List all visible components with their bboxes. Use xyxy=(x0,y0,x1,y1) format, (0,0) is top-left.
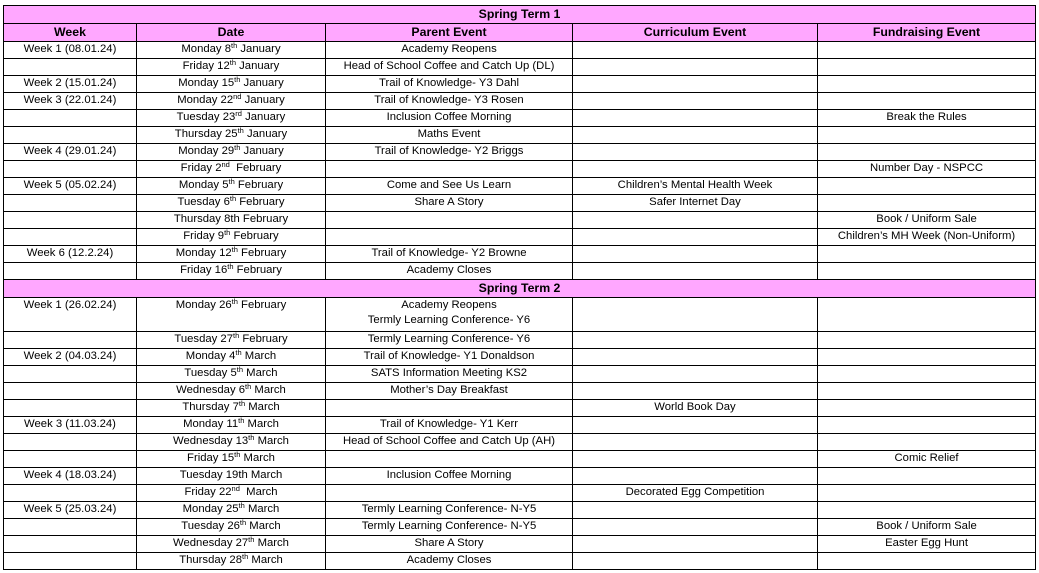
table-row xyxy=(4,246,1036,263)
date-text: Monday 8 xyxy=(181,43,231,55)
date-month: March xyxy=(240,452,275,464)
date-text: Wednesday 13 xyxy=(173,435,249,447)
date-cell xyxy=(137,212,326,229)
curriculum-event-cell xyxy=(573,76,818,93)
date-month: March xyxy=(241,350,277,362)
date-month: March xyxy=(251,384,286,396)
date-month: February xyxy=(233,264,282,276)
parent-event-cell xyxy=(326,161,573,178)
date-ordinal: th xyxy=(235,348,242,357)
date-ordinal: th xyxy=(234,450,241,459)
date-text: Tuesday 27 xyxy=(174,333,233,345)
week-cell xyxy=(4,553,137,570)
date-text: Wednesday 27 xyxy=(173,537,249,549)
date-cell xyxy=(137,195,326,212)
date-text: Friday 9 xyxy=(183,230,225,242)
curriculum-event-cell xyxy=(573,451,818,468)
week-cell: Week 4 (29.01.24) xyxy=(4,144,137,161)
date-cell xyxy=(137,485,326,502)
table-row xyxy=(4,383,1036,400)
date-cell xyxy=(137,93,326,110)
fundraising-event-cell xyxy=(818,349,1036,366)
week-cell xyxy=(4,536,137,553)
date-ordinal: th xyxy=(229,194,237,203)
table-row xyxy=(4,178,1036,195)
fundraising-event-cell: Book / Uniform Sale xyxy=(818,212,1036,229)
events-table xyxy=(3,5,1036,570)
date-ordinal: th xyxy=(242,552,249,561)
week-cell xyxy=(4,366,137,383)
date-month: March xyxy=(244,418,279,430)
date-cell xyxy=(137,349,326,366)
table-row xyxy=(4,332,1036,349)
table-row xyxy=(4,536,1036,553)
date-ordinal: th xyxy=(231,245,238,254)
date-ordinal: th xyxy=(228,177,235,186)
date-ordinal: nd xyxy=(233,92,242,101)
date-ordinal: nd xyxy=(231,484,240,493)
fundraising-event-cell xyxy=(818,485,1036,502)
curriculum-event-cell xyxy=(573,298,818,332)
date-text: Monday 15 xyxy=(178,77,235,89)
parent-event-text: Trail of Knowledge- Y3 Rosen xyxy=(374,94,524,106)
week-cell: Week 5 (05.02.24) xyxy=(4,178,137,195)
parent-event-cell xyxy=(326,519,573,536)
date-cell xyxy=(137,451,326,468)
curriculum-event-cell xyxy=(573,127,818,144)
events-table-body xyxy=(4,6,1036,570)
term-title-row xyxy=(4,280,1036,298)
date-month: January xyxy=(237,43,281,55)
table-row xyxy=(4,400,1036,417)
week-cell xyxy=(4,400,137,417)
date-cell xyxy=(137,383,326,400)
date-text: Wednesday 6 xyxy=(176,384,246,396)
date-month: January xyxy=(240,77,284,89)
parent-event-text: Mother’s Day Breakfast xyxy=(390,384,508,396)
date-month: January xyxy=(240,145,284,157)
curriculum-event-cell xyxy=(573,144,818,161)
fundraising-event-cell xyxy=(818,502,1036,519)
date-month: January xyxy=(241,111,286,123)
fundraising-event-cell xyxy=(818,195,1036,212)
fundraising-event-cell xyxy=(818,298,1036,332)
date-cell xyxy=(137,42,326,59)
date-ordinal: rd xyxy=(235,109,242,118)
date-ordinal: th xyxy=(238,416,245,425)
fundraising-event-cell xyxy=(818,93,1036,110)
fundraising-event-cell xyxy=(818,400,1036,417)
week-cell xyxy=(4,59,137,76)
parent-event-text: Academy Closes xyxy=(406,264,492,276)
parent-event-cell xyxy=(326,127,573,144)
parent-event-text: Come and See Us Learn xyxy=(386,179,512,191)
week-cell: Week 1 (08.01.24) xyxy=(4,42,137,59)
parent-event-text: Academy Closes xyxy=(406,554,492,566)
date-ordinal: th xyxy=(248,433,255,442)
week-cell xyxy=(4,451,137,468)
date-month: March xyxy=(243,367,278,379)
date-ordinal: th xyxy=(237,126,244,135)
curriculum-event-cell xyxy=(573,349,818,366)
column-header: Curriculum Event xyxy=(573,24,818,42)
week-cell: Week 3 (11.03.24) xyxy=(4,417,137,434)
parent-event-text: Inclusion Coffee Morning xyxy=(386,469,512,481)
date-cell xyxy=(137,366,326,383)
parent-event-cell xyxy=(326,553,573,570)
date-ordinal: th xyxy=(231,41,238,50)
date-cell xyxy=(137,536,326,553)
parent-event-cell xyxy=(326,110,573,127)
curriculum-event-cell xyxy=(573,502,818,519)
curriculum-event-cell xyxy=(573,366,818,383)
week-cell: Week 2 (15.01.24) xyxy=(4,76,137,93)
fundraising-event-cell xyxy=(818,417,1036,434)
curriculum-event-cell xyxy=(573,332,818,349)
date-ordinal: th xyxy=(234,75,241,84)
table-row xyxy=(4,127,1036,144)
date-text: Thursday 28 xyxy=(179,554,242,566)
date-month: January xyxy=(236,60,280,72)
date-cell xyxy=(137,110,326,127)
fundraising-event-cell xyxy=(818,127,1036,144)
date-month: January xyxy=(241,94,285,106)
curriculum-event-cell xyxy=(573,229,818,246)
date-text: Friday 15 xyxy=(187,452,235,464)
fundraising-event-cell xyxy=(818,383,1036,400)
date-month: March xyxy=(244,503,280,515)
parent-event-text: Trail of Knowledge- Y2 Browne xyxy=(371,247,527,259)
parent-event-cell xyxy=(326,434,573,451)
table-row xyxy=(4,434,1036,451)
date-cell xyxy=(137,178,326,195)
date-text: Thursday 25 xyxy=(174,128,238,140)
parent-event-cell xyxy=(326,485,573,502)
date-text: Tuesday 6 xyxy=(177,196,230,208)
fundraising-event-cell xyxy=(818,42,1036,59)
date-month: February xyxy=(239,333,288,345)
term-title: Spring Term 2 xyxy=(4,280,1036,298)
date-text: Monday 11 xyxy=(183,418,239,430)
date-month: February xyxy=(237,247,287,259)
week-cell xyxy=(4,110,137,127)
date-cell xyxy=(137,434,326,451)
week-cell: Week 3 (22.01.24) xyxy=(4,93,137,110)
fundraising-event-cell xyxy=(818,553,1036,570)
parent-event-text: SATS Information Meeting KS2 xyxy=(370,367,528,379)
fundraising-event-cell: Children’s MH Week (Non-Uniform) xyxy=(818,229,1036,246)
date-cell xyxy=(137,144,326,161)
table-row xyxy=(4,451,1036,468)
week-cell: Week 4 (18.03.24) xyxy=(4,468,137,485)
parent-event-text: Trail of Knowledge- Y3 Dahl xyxy=(378,77,520,89)
table-row xyxy=(4,42,1036,59)
fundraising-event-cell xyxy=(818,366,1036,383)
table-row xyxy=(4,195,1036,212)
date-ordinal: th xyxy=(227,262,234,271)
week-cell xyxy=(4,263,137,280)
curriculum-event-cell xyxy=(573,553,818,570)
parent-event-cell xyxy=(326,502,573,519)
curriculum-event-cell xyxy=(573,42,818,59)
date-month: February xyxy=(230,230,279,242)
curriculum-event-cell xyxy=(573,161,818,178)
parent-event-text: Termly Learning Conference- N-Y5 xyxy=(361,520,537,532)
curriculum-event-cell: Decorated Egg Competition xyxy=(573,485,818,502)
date-cell xyxy=(137,59,326,76)
date-month: February xyxy=(236,196,285,208)
date-text: Monday 29 xyxy=(178,145,235,157)
week-cell xyxy=(4,195,137,212)
table-row xyxy=(4,468,1036,485)
table-row xyxy=(4,93,1036,110)
date-ordinal: th xyxy=(233,331,240,340)
parent-event-cell xyxy=(326,298,573,332)
week-cell xyxy=(4,519,137,536)
parent-event-text: Share A Story xyxy=(414,537,484,549)
curriculum-event-cell xyxy=(573,59,818,76)
curriculum-event-cell xyxy=(573,246,818,263)
table-row xyxy=(4,519,1036,536)
curriculum-event-cell: World Book Day xyxy=(573,400,818,417)
date-text: Thursday 8th February xyxy=(173,213,289,225)
parent-event-cell xyxy=(326,451,573,468)
date-cell xyxy=(137,553,326,570)
table-row xyxy=(4,59,1036,76)
fundraising-event-cell xyxy=(818,263,1036,280)
parent-event-cell xyxy=(326,400,573,417)
date-text: Monday 22 xyxy=(177,94,234,106)
table-row xyxy=(4,485,1036,502)
table-row xyxy=(4,263,1036,280)
date-cell xyxy=(137,263,326,280)
curriculum-event-cell xyxy=(573,212,818,229)
table-row xyxy=(4,366,1036,383)
date-text: Tuesday 26 xyxy=(181,520,240,532)
date-month: March xyxy=(239,486,278,498)
date-month: March xyxy=(245,401,280,413)
curriculum-event-cell xyxy=(573,468,818,485)
date-text: Thursday 7 xyxy=(182,401,239,413)
date-text: Monday 12 xyxy=(175,247,232,259)
fundraising-event-cell xyxy=(818,59,1036,76)
date-cell xyxy=(137,76,326,93)
parent-event-cell xyxy=(326,536,573,553)
column-header: Parent Event xyxy=(326,24,573,42)
parent-event-text: Head of School Coffee and Catch Up (DL) xyxy=(343,60,555,72)
date-month: March xyxy=(246,520,281,532)
parent-event-text: Termly Learning Conference- N-Y5 xyxy=(361,503,537,515)
curriculum-event-cell xyxy=(573,434,818,451)
parent-event-text: Trail of Knowledge- Y1 Donaldson xyxy=(363,350,535,362)
term-title-row xyxy=(4,6,1036,24)
parent-event-cell xyxy=(326,178,573,195)
table-row xyxy=(4,298,1036,332)
fundraising-event-cell: Number Day - NSPCC xyxy=(818,161,1036,178)
column-header-row xyxy=(4,24,1036,42)
date-text: Friday 2 xyxy=(180,162,222,174)
table-row xyxy=(4,349,1036,366)
curriculum-event-cell xyxy=(573,519,818,536)
parent-event-text: Academy Reopens xyxy=(401,299,497,311)
week-cell xyxy=(4,212,137,229)
date-text: Tuesday 19th March xyxy=(179,469,283,481)
fundraising-event-cell xyxy=(818,246,1036,263)
date-text: Friday 22 xyxy=(184,486,232,498)
date-cell xyxy=(137,400,326,417)
events-calendar xyxy=(3,5,1036,570)
date-text: Monday 4 xyxy=(185,350,236,362)
date-cell xyxy=(137,417,326,434)
parent-event-text: Termly Learning Conference- Y6 xyxy=(367,314,531,326)
parent-event-cell xyxy=(326,468,573,485)
week-cell: Week 1 (26.02.24) xyxy=(4,298,137,332)
date-ordinal: th xyxy=(236,365,244,374)
fundraising-event-cell xyxy=(818,332,1036,349)
parent-event-cell xyxy=(326,417,573,434)
parent-event-cell xyxy=(326,195,573,212)
date-ordinal: th xyxy=(239,518,247,527)
date-month: February xyxy=(234,179,284,191)
table-row xyxy=(4,212,1036,229)
fundraising-event-cell: Book / Uniform Sale xyxy=(818,519,1036,536)
date-ordinal: th xyxy=(229,58,236,67)
parent-event-text: Trail of Knowledge- Y1 Kerr xyxy=(379,418,519,430)
fundraising-event-cell xyxy=(818,76,1036,93)
parent-event-cell xyxy=(326,59,573,76)
column-header: Fundraising Event xyxy=(818,24,1036,42)
curriculum-event-cell xyxy=(573,263,818,280)
table-row xyxy=(4,553,1036,570)
parent-event-cell xyxy=(326,263,573,280)
parent-event-cell xyxy=(326,93,573,110)
date-ordinal: th xyxy=(238,399,246,408)
date-text: Monday 25 xyxy=(182,503,239,515)
week-cell xyxy=(4,161,137,178)
table-row xyxy=(4,144,1036,161)
date-cell xyxy=(137,298,326,332)
curriculum-event-cell xyxy=(573,417,818,434)
parent-event-cell xyxy=(326,144,573,161)
table-row xyxy=(4,161,1036,178)
date-month: March xyxy=(254,537,289,549)
date-month: February xyxy=(229,162,282,174)
parent-event-text: Maths Event xyxy=(417,128,481,140)
term-title: Spring Term 1 xyxy=(4,6,1036,24)
date-cell xyxy=(137,332,326,349)
date-text: Friday 16 xyxy=(180,264,228,276)
week-cell xyxy=(4,485,137,502)
parent-event-cell xyxy=(326,366,573,383)
table-row xyxy=(4,229,1036,246)
parent-event-cell xyxy=(326,42,573,59)
parent-event-text: Academy Reopens xyxy=(401,43,497,55)
date-month: March xyxy=(248,554,283,566)
week-cell xyxy=(4,383,137,400)
date-cell xyxy=(137,229,326,246)
date-cell xyxy=(137,161,326,178)
week-cell xyxy=(4,434,137,451)
date-text: Monday 5 xyxy=(178,179,229,191)
fundraising-event-cell xyxy=(818,434,1036,451)
date-text: Tuesday 5 xyxy=(184,367,237,379)
date-text: Friday 12 xyxy=(182,60,230,72)
date-cell xyxy=(137,502,326,519)
date-cell xyxy=(137,468,326,485)
table-row xyxy=(4,502,1036,519)
curriculum-event-cell xyxy=(573,383,818,400)
parent-event-text: Inclusion Coffee Morning xyxy=(386,111,512,123)
date-text: Tuesday 23 xyxy=(176,111,236,123)
parent-event-text: Trail of Knowledge- Y2 Briggs xyxy=(374,145,524,157)
curriculum-event-cell: Safer Internet Day xyxy=(573,195,818,212)
column-header: Date xyxy=(137,24,326,42)
date-ordinal: nd xyxy=(221,160,230,169)
curriculum-event-cell xyxy=(573,93,818,110)
table-row xyxy=(4,110,1036,127)
week-cell: Week 5 (25.03.24) xyxy=(4,502,137,519)
date-ordinal: th xyxy=(248,535,255,544)
fundraising-event-cell xyxy=(818,144,1036,161)
fundraising-event-cell xyxy=(818,178,1036,195)
fundraising-event-cell: Easter Egg Hunt xyxy=(818,536,1036,553)
week-cell xyxy=(4,332,137,349)
date-month: February xyxy=(237,299,287,311)
week-cell: Week 6 (12.2.24) xyxy=(4,246,137,263)
date-ordinal: th xyxy=(224,228,231,237)
parent-event-cell xyxy=(326,246,573,263)
parent-event-text: Termly Learning Conference- Y6 xyxy=(367,333,531,345)
week-cell: Week 2 (04.03.24) xyxy=(4,349,137,366)
table-row xyxy=(4,76,1036,93)
parent-event-cell xyxy=(326,332,573,349)
parent-event-cell xyxy=(326,349,573,366)
date-text: Monday 26 xyxy=(175,299,232,311)
date-cell xyxy=(137,127,326,144)
parent-event-text: Share A Story xyxy=(414,196,484,208)
date-month: January xyxy=(243,128,288,140)
week-cell xyxy=(4,127,137,144)
parent-event-text: Head of School Coffee and Catch Up (AH) xyxy=(342,435,556,447)
curriculum-event-cell xyxy=(573,110,818,127)
parent-event-cell xyxy=(326,76,573,93)
table-row xyxy=(4,417,1036,434)
date-cell xyxy=(137,246,326,263)
fundraising-event-cell xyxy=(818,468,1036,485)
date-ordinal: th xyxy=(234,143,241,152)
date-ordinal: th xyxy=(238,501,245,510)
date-ordinal: th xyxy=(245,382,252,391)
curriculum-event-cell: Children’s Mental Health Week xyxy=(573,178,818,195)
week-cell xyxy=(4,229,137,246)
fundraising-event-cell: Break the Rules xyxy=(818,110,1036,127)
fundraising-event-cell: Comic Relief xyxy=(818,451,1036,468)
parent-event-cell xyxy=(326,383,573,400)
column-header: Week xyxy=(4,24,137,42)
curriculum-event-cell xyxy=(573,536,818,553)
date-ordinal: th xyxy=(231,297,238,306)
date-month: March xyxy=(254,435,289,447)
parent-event-cell xyxy=(326,229,573,246)
date-cell xyxy=(137,519,326,536)
parent-event-cell xyxy=(326,212,573,229)
